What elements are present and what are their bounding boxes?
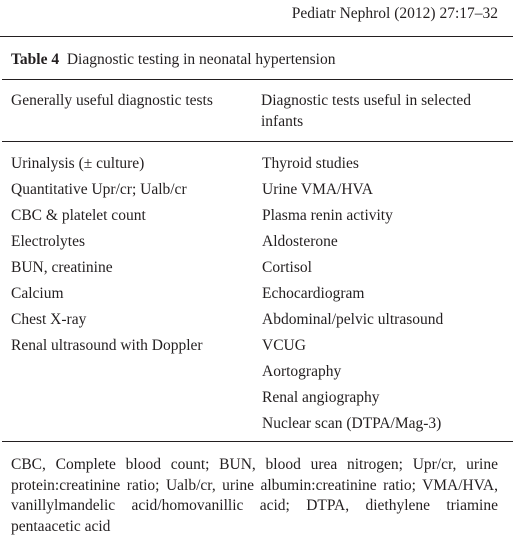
general-test-item: Electrolytes bbox=[11, 233, 86, 250]
selected-test-item: Echocardiogram bbox=[262, 285, 365, 302]
table-label: Table 4 bbox=[11, 51, 60, 68]
header-rule bbox=[0, 36, 513, 37]
selected-test-item: Thyroid studies bbox=[262, 155, 359, 172]
general-test-item: Chest X-ray bbox=[11, 311, 87, 328]
table-top-rule bbox=[2, 79, 513, 80]
general-tests-list bbox=[11, 151, 203, 359]
table-title: Diagnostic testing in neonatal hypertension bbox=[66, 51, 336, 68]
selected-test-item: Nuclear scan (DTPA/Mag-3) bbox=[262, 415, 442, 432]
selected-test-item: Urine VMA/HVA bbox=[262, 181, 373, 198]
header-separator-rule bbox=[2, 141, 513, 142]
selected-test-item: VCUG bbox=[262, 337, 306, 354]
column-header-selected: Diagnostic tests useful in selected infants bbox=[261, 92, 472, 130]
general-test-item: CBC & platelet count bbox=[11, 207, 146, 224]
column-header-general: Generally useful diagnostic tests bbox=[11, 92, 213, 109]
selected-tests-list bbox=[262, 151, 443, 437]
general-test-item: Urinalysis (± culture) bbox=[11, 155, 145, 172]
table-footnote: CBC, Complete blood count; BUN, blood urea nitrogen; Upr/cr, urine protein:creatinine ratio; Ualb/cr, urine albumin:creatinine ratio; VMA/HVA, vanillylmandelic acid/homovanillic acid; DTPA, diethylene triamine pentaacetic acid bbox=[11, 456, 498, 535]
selected-test-item: Plasma renin activity bbox=[262, 207, 393, 224]
general-test-item: BUN, creatinine bbox=[11, 259, 113, 276]
general-test-item: Quantitative Upr/cr; Ualb/cr bbox=[11, 181, 187, 198]
table-bottom-rule bbox=[2, 441, 513, 442]
selected-test-item: Aldosterone bbox=[262, 233, 338, 250]
selected-test-item: Renal angiography bbox=[262, 389, 380, 406]
general-test-item: Renal ultrasound with Doppler bbox=[11, 337, 203, 354]
general-test-item: Calcium bbox=[11, 285, 64, 302]
selected-test-item: Aortography bbox=[262, 363, 342, 380]
selected-test-item: Cortisol bbox=[262, 259, 312, 276]
table-caption bbox=[11, 51, 335, 69]
running-head: Pediatr Nephrol (2012) 27:17–32 bbox=[291, 5, 498, 22]
selected-test-item: Abdominal/pelvic ultrasound bbox=[262, 311, 444, 328]
